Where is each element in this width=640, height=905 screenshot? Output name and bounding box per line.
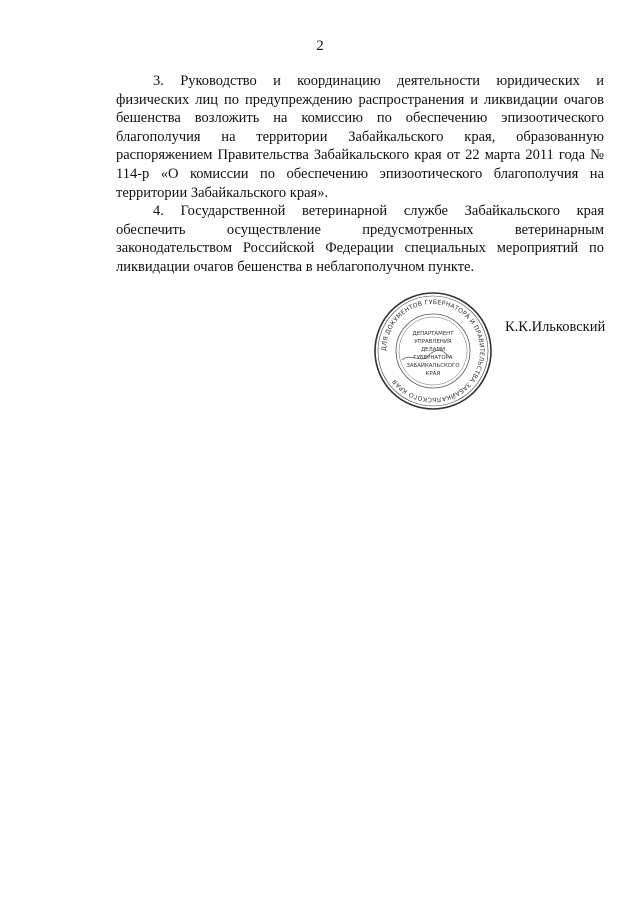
document-body (116, 72, 604, 277)
svg-text:ЗАБАЙКАЛЬСКОГО: ЗАБАЙКАЛЬСКОГО (406, 363, 460, 369)
page-number: 2 (316, 38, 324, 54)
svg-text:ГУБЕРНАТОРА: ГУБЕРНАТОРА (413, 355, 453, 361)
stamp-center-text (406, 331, 459, 377)
paragraph-4: 4. Государственной ветеринарной службе Забайкальского края обеспечить осуществление предусмотренных ветеринарным законодательством Российской Федерации специальных мероприятий по ликвидации очагов бешенства в неблагополучном пункте. (116, 203, 604, 275)
svg-text:УПРАВЛЕНИЯ: УПРАВЛЕНИЯ (414, 339, 452, 345)
official-stamp (372, 290, 494, 412)
signer-name: К.К.Ильковский (505, 319, 606, 335)
svg-text:КРАЯ: КРАЯ (425, 371, 441, 377)
paragraph-3: 3. Руководство и координацию деятельности юридических и физических лиц по предупреждению распространения и ликвидации очагов бешенства возложить на комиссию по обеспечению эпизоотического благополучия на территории Забайкальского края, образованную распоряжением Правительства Забайкальского края от 22 марта 2011 года № 114-р «О комиссии по обеспечению эпизоотического благополучия на территории Забайкальского края». (116, 73, 604, 201)
svg-text:ДЕПАРТАМЕНТ: ДЕПАРТАМЕНТ (412, 331, 454, 337)
stamp-ring-text: ДЛЯ ДОКУМЕНТОВ ГУБЕРНАТОРА И ПРАВИТЕЛЬСТВА ЗАБАЙКАЛЬСКОГО КРАЯ (380, 298, 486, 404)
svg-text:ДЕЛАМИ: ДЕЛАМИ (420, 347, 446, 353)
